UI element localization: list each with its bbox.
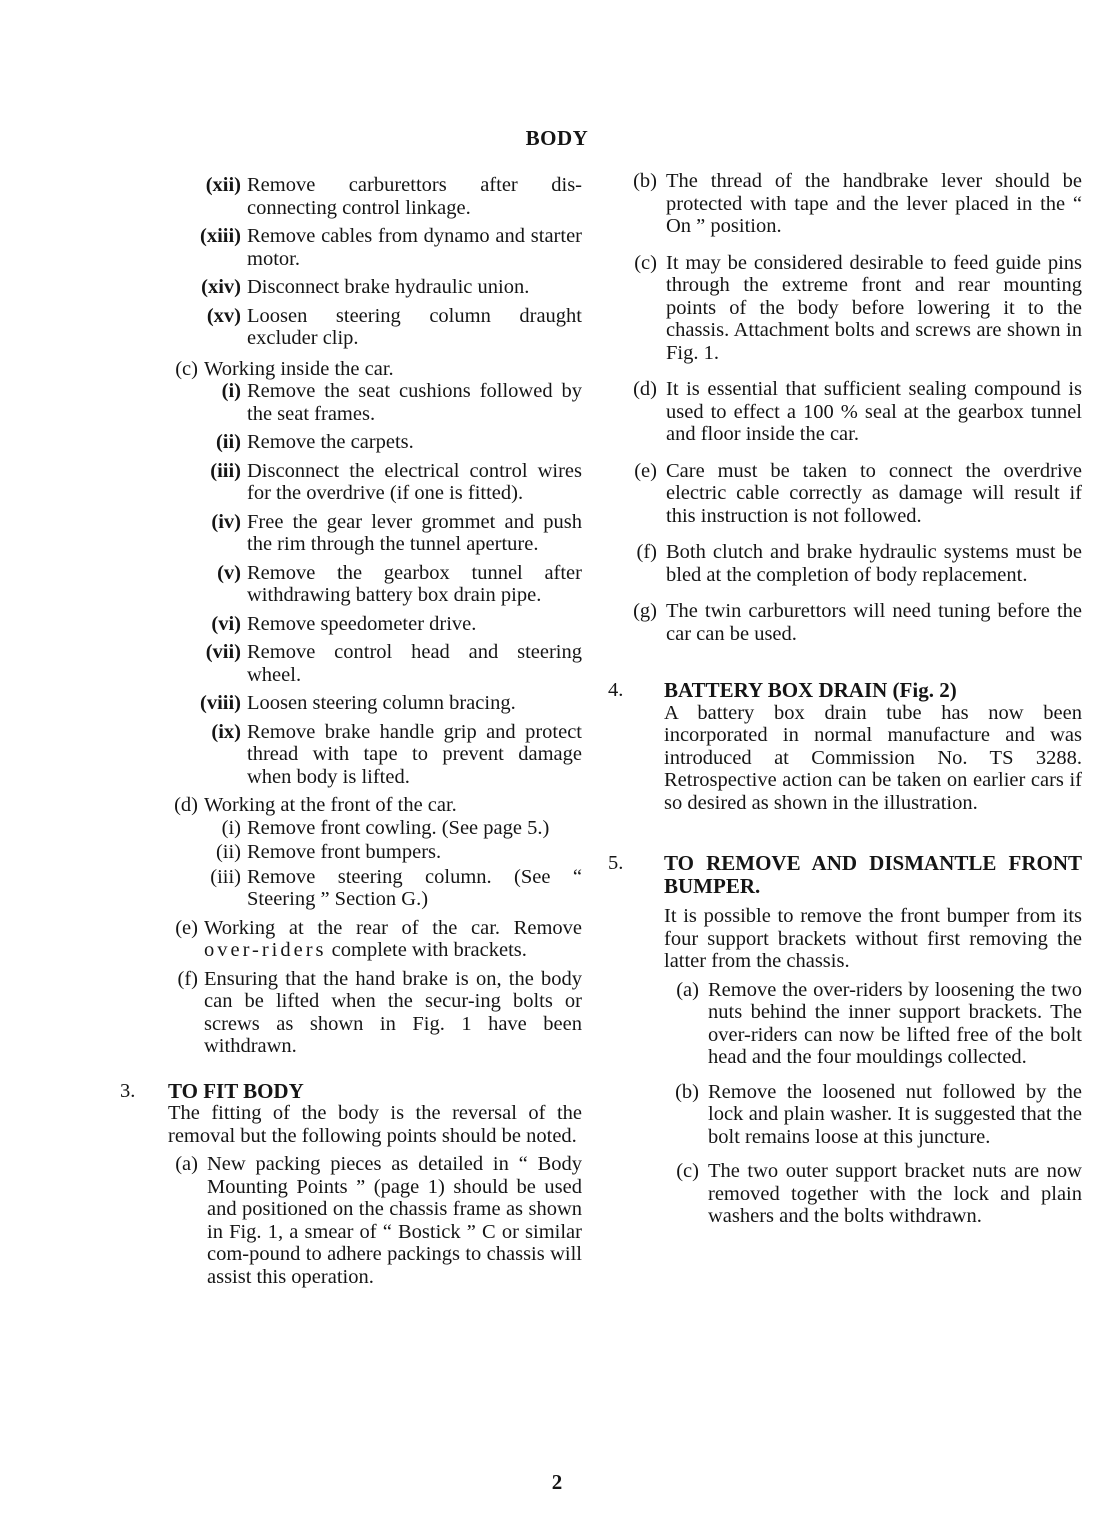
list-item bbox=[120, 174, 582, 219]
item-text: New packing pieces as detailed in “ Body Mounting Points ” (page 1) should be used and positioned on the chassis frame as shown in Fig. 1, a smear of “ Bostick ” C or similar com-pound to adhere packings to chassis will assist this operation. bbox=[207, 1153, 582, 1288]
list-item bbox=[120, 511, 582, 556]
list-item bbox=[120, 692, 582, 715]
list-item bbox=[120, 225, 582, 270]
list-item bbox=[120, 431, 582, 454]
item-text: Remove control head and steering wheel. bbox=[247, 641, 582, 686]
list-item bbox=[120, 380, 582, 425]
section-title-text: BATTERY BOX DRAIN bbox=[664, 678, 888, 702]
item-text: Working at the front of the car. bbox=[204, 794, 457, 816]
item-text-a: Working at the rear of the car. Remove bbox=[204, 916, 582, 939]
item-text: Remove cables from dynamo and starter motor. bbox=[247, 225, 582, 270]
item-text: Disconnect brake hydraulic union. bbox=[247, 276, 530, 298]
item-text: Remove the gearbox tunnel after withdrawing battery box drain pipe. bbox=[247, 561, 582, 606]
list-item bbox=[616, 170, 1082, 238]
item-text: Remove front bumpers. bbox=[247, 841, 442, 863]
page-number: 2 bbox=[551, 1470, 563, 1494]
item-marker: (e) bbox=[175, 916, 198, 939]
list-item bbox=[616, 1160, 1082, 1228]
item-marker: (ix) bbox=[211, 720, 241, 743]
list-item bbox=[120, 968, 582, 1058]
list-item bbox=[616, 979, 1082, 1069]
item-marker: (g) bbox=[633, 600, 657, 622]
item-marker: (vii) bbox=[205, 641, 241, 663]
section-3-intro: The fitting of the body is the reversal of the removal but the following points should be noted. bbox=[168, 1102, 582, 1147]
item-text: It is essential that sufficient sealing compound is used to effect a 100 % seal at the gearbox tunnel and floor inside the car. bbox=[666, 378, 1082, 445]
item-marker: (viii) bbox=[200, 692, 241, 714]
item-marker: (a) bbox=[175, 1153, 198, 1175]
item-marker: (c) bbox=[634, 251, 657, 274]
item-marker: (b) bbox=[633, 170, 657, 192]
item-text: Both clutch and brake hydraulic systems must be bled at the completion of body replacement. bbox=[666, 541, 1082, 586]
list-item bbox=[616, 1081, 1082, 1149]
item-text: Remove brake handle grip and protect thread with tape to prevent damage when body is lifted. bbox=[247, 720, 582, 788]
item-text: Remove the loosened nut followed by the lock and plain washer. It is suggested that the bolt remains loose at this juncture. bbox=[708, 1080, 1082, 1148]
list-item bbox=[120, 305, 582, 350]
item-marker: (f) bbox=[636, 541, 657, 563]
section-figure-ref: (Fig. 2) bbox=[892, 678, 957, 702]
item-marker: (iii) bbox=[210, 459, 241, 482]
list-item bbox=[616, 252, 1082, 365]
item-text: Remove speedometer drive. bbox=[247, 612, 477, 635]
item-marker: (c) bbox=[676, 1160, 699, 1182]
item-text: Remove the carpets. bbox=[247, 431, 414, 453]
left-column bbox=[120, 174, 582, 1288]
list-item bbox=[120, 358, 582, 381]
item-marker: (iii) bbox=[210, 865, 241, 888]
item-marker: (ii) bbox=[215, 841, 241, 863]
section-5-heading bbox=[608, 852, 1082, 897]
section-number: 3. bbox=[120, 1079, 136, 1102]
section-number: 4. bbox=[608, 679, 624, 701]
item-marker: (b) bbox=[675, 1080, 699, 1103]
section-title: TO FIT BODY bbox=[168, 1078, 304, 1103]
list-item bbox=[120, 917, 582, 962]
item-marker: (v) bbox=[217, 561, 241, 584]
list-item bbox=[120, 641, 582, 686]
item-text: Remove steering column. (See “ Steering ” Section G.) bbox=[247, 865, 582, 910]
item-text: Working inside the car. bbox=[204, 357, 394, 380]
item-text: The twin carburettors will need tuning before the car can be used. bbox=[666, 600, 1082, 645]
item-marker: (i) bbox=[221, 380, 241, 402]
section-title: TO REMOVE AND DISMANTLE FRONT BUMPER. bbox=[664, 851, 1082, 898]
over-riders-term: over-riders bbox=[204, 939, 327, 961]
item-text: Remove carburettors after dis-connecting control linkage. bbox=[247, 174, 582, 219]
item-text: Remove the seat cushions followed by the seat frames. bbox=[247, 380, 582, 425]
item-text: Ensuring that the hand brake is on, the body can be lifted when the secur-ing bolts or screws as shown in Fig. 1 have been withdrawn. bbox=[204, 967, 582, 1057]
list-item bbox=[616, 541, 1082, 586]
item-text: Remove front cowling. (See page 5.) bbox=[247, 816, 550, 839]
item-marker: (a) bbox=[676, 978, 699, 1001]
section-4-text: A battery box drain tube has now been incorporated in normal manufacture and was introduced at Commission No. TS 3288. Retrospective action can be taken on earlier cars if so desired as shown in the illustration. bbox=[664, 701, 1082, 814]
right-column bbox=[608, 170, 1082, 1228]
list-item bbox=[120, 794, 582, 817]
page-title: BODY bbox=[525, 126, 589, 150]
section-title bbox=[664, 679, 1082, 702]
item-marker: (ii) bbox=[215, 431, 241, 453]
item-text: Free the gear lever grommet and push the rim through the tunnel aperture. bbox=[247, 510, 582, 555]
item-text: Disconnect the electrical control wires for the overdrive (if one is fitted). bbox=[247, 459, 582, 504]
list-item bbox=[120, 817, 582, 840]
section-number: 5. bbox=[608, 852, 624, 874]
item-text: Loosen steering column bracing. bbox=[247, 692, 516, 714]
section-3-heading bbox=[120, 1080, 582, 1103]
section-5-intro: It is possible to remove the front bumper from its four support brackets without first removing the latter from the chassis. bbox=[664, 905, 1082, 972]
item-marker: (i) bbox=[221, 816, 241, 839]
item-text: It may be considered desirable to feed guide pins through the extreme front and rear mounting points of the body before lowering it to the chassis. Attachment bolts and screws are shown in Fig. 1. bbox=[666, 251, 1082, 364]
item-text: The thread of the handbrake lever should be protected with tape and the lever placed in the “ On ” position. bbox=[666, 170, 1082, 237]
list-item bbox=[120, 866, 582, 911]
item-text: Care must be taken to connect the overdrive electric cable correctly as damage will result if this instruction is not followed. bbox=[666, 459, 1082, 527]
item-marker: (iv) bbox=[211, 510, 241, 533]
item-text bbox=[204, 917, 582, 962]
item-marker: (xv) bbox=[206, 304, 241, 327]
item-marker: (c) bbox=[175, 357, 198, 380]
list-item bbox=[120, 721, 582, 789]
section-4-heading bbox=[608, 679, 1082, 702]
list-item bbox=[616, 460, 1082, 528]
list-item bbox=[120, 460, 582, 505]
item-text-b: complete with brackets. bbox=[331, 939, 527, 961]
list-item bbox=[120, 841, 582, 864]
list-item bbox=[616, 378, 1082, 446]
item-text: Remove the over-riders by loosening the two nuts behind the inner support brackets. The over-riders can now be lifted free of the bolt head and the four mouldings collected. bbox=[708, 978, 1082, 1068]
list-item bbox=[120, 1153, 582, 1288]
item-marker: (xii) bbox=[205, 174, 241, 196]
list-item bbox=[120, 562, 582, 607]
list-item bbox=[120, 276, 582, 299]
item-marker: (vi) bbox=[211, 612, 241, 635]
item-marker: (d) bbox=[633, 378, 657, 400]
item-marker: (xiv) bbox=[201, 276, 241, 298]
item-text: The two outer support bracket nuts are now removed together with the lock and plain washers and the bolts withdrawn. bbox=[708, 1160, 1082, 1227]
item-marker: (d) bbox=[174, 794, 198, 816]
list-item bbox=[616, 600, 1082, 645]
item-marker: (f) bbox=[177, 967, 198, 990]
list-item bbox=[120, 613, 582, 636]
item-marker: (e) bbox=[634, 459, 657, 482]
item-marker: (xiii) bbox=[200, 225, 241, 247]
item-text: Loosen steering column draught excluder clip. bbox=[247, 304, 582, 349]
